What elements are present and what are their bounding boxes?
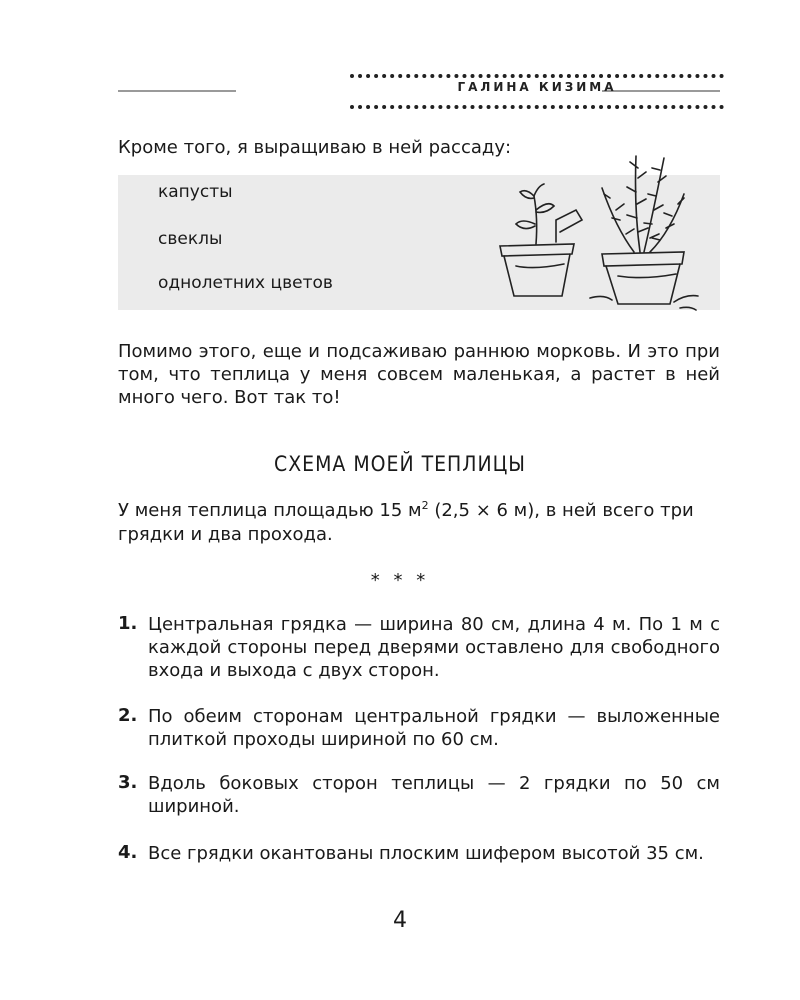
greenhouse-area-text: У меня теплица площадью 15 $м^2$ (2,5 × 6 м), в ней всего три грядки и два прохода. xyxy=(118,499,694,545)
list-item-text: Центральная грядка — ширина 80 см, длина 4 м. По 1 м с каждой стороны перед дверями оставлено для свободного входа и выхода с двух сторон. xyxy=(148,614,720,681)
list-item-number: 4. xyxy=(118,842,138,863)
list-item-text: По обеим сторонам центральной грядки — выложенные плиткой проходы шириной по 60 см. xyxy=(148,706,720,750)
seedling-item: свеклы xyxy=(158,229,223,249)
intro-text: Кроме того, я выращиваю в ней рассаду: xyxy=(118,137,512,158)
header-dotted-line-bottom xyxy=(350,105,724,109)
list-item-text: Вдоль боковых сторон теплицы — 2 грядки по 50 см шириной. xyxy=(148,773,720,817)
paragraph-text: Помимо этого, еще и подсаживаю раннюю морковь. И это при том, что теплица у меня совсем маленькая, а растет в ней много чего. Вот так то! xyxy=(118,341,720,408)
potted-plants-illustration xyxy=(494,148,700,312)
section-title: СХЕМА МОЕЙ ТЕПЛИЦЫ xyxy=(274,452,526,476)
author-name: ГАЛИНА КИЗИМА xyxy=(457,80,617,94)
seedling-item: капусты xyxy=(158,182,233,202)
list-item-number: 1. xyxy=(118,613,138,634)
asterisk-divider: * * * xyxy=(370,570,430,591)
page-number: 4 xyxy=(393,908,407,933)
list-item-text: Все грядки окантованы плоским шифером высотой 35 см. xyxy=(148,843,704,864)
list-item-number: 3. xyxy=(118,772,138,793)
header-rule-left xyxy=(118,90,236,92)
running-header xyxy=(118,72,800,112)
header-dotted-line-top xyxy=(350,74,724,78)
seedling-item: однолетних цветов xyxy=(158,273,333,293)
list-item-number: 2. xyxy=(118,705,138,726)
